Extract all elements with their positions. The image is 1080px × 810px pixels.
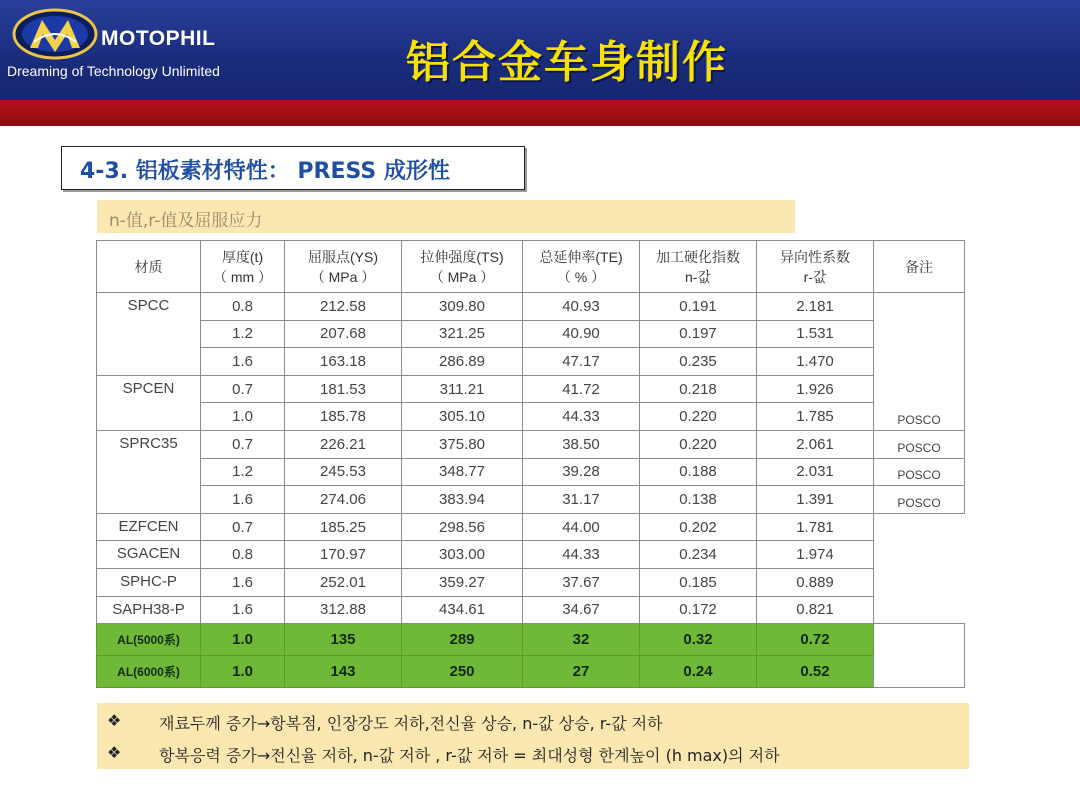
value-cell: 2.031 (757, 458, 874, 486)
material-cell: SAPH38-P (97, 596, 201, 624)
remark-cell: POSCO (874, 486, 965, 514)
value-cell: 1.781 (757, 513, 874, 541)
column-header-line: r-값 (803, 268, 827, 285)
value-cell: 286.89 (402, 348, 523, 376)
column-header-line: 厚度(t) (221, 248, 264, 265)
table-row (97, 486, 965, 514)
value-cell: 0.191 (640, 293, 757, 321)
brand-name: MOTOPHIL (101, 27, 216, 50)
column-header-line: n-값 (685, 268, 711, 285)
table-row (97, 348, 965, 376)
table-row (97, 293, 965, 321)
value-cell: 44.00 (523, 513, 640, 541)
value-cell: 245.53 (285, 458, 402, 486)
table-row (97, 375, 965, 403)
aluminum-row (97, 624, 965, 656)
value-cell: 185.25 (285, 513, 402, 541)
value-cell: 0.8 (201, 541, 285, 569)
value-cell: 0.188 (640, 458, 757, 486)
value-cell: 0.8 (201, 293, 285, 321)
value-cell: 0.234 (640, 541, 757, 569)
value-cell: 2.181 (757, 293, 874, 321)
value-cell: 41.72 (523, 375, 640, 403)
section-title: 4-3. 铝板素材特性： PRESS 成形性 (80, 159, 450, 184)
material-cell: AL(5000系) (97, 624, 201, 656)
aluminum-row (97, 656, 965, 688)
value-cell: 303.00 (402, 541, 523, 569)
value-cell: 1.391 (757, 486, 874, 514)
value-cell: 0.218 (640, 375, 757, 403)
table-row (97, 458, 965, 486)
note-bullet: ❖ (107, 711, 122, 730)
value-cell: 0.7 (201, 513, 285, 541)
material-cell: SPHC-P (97, 568, 201, 596)
value-cell: 1.6 (201, 596, 285, 624)
table-row (97, 430, 965, 458)
column-header-line: （ MPa ） (310, 268, 376, 285)
value-cell: 38.50 (523, 430, 640, 458)
value-cell: 1.531 (757, 320, 874, 348)
value-cell: 37.67 (523, 568, 640, 596)
table-caption-bar (97, 200, 795, 233)
material-cell: SPRC35 (97, 430, 201, 513)
material-cell: EZFCEN (97, 513, 201, 541)
section-title-box (61, 146, 525, 190)
value-cell: 321.25 (402, 320, 523, 348)
value-cell: 0.7 (201, 375, 285, 403)
value-cell: 1.0 (201, 624, 285, 656)
value-cell: 434.61 (402, 596, 523, 624)
value-cell: 0.821 (757, 596, 874, 624)
column-header (523, 241, 640, 293)
value-cell: 44.33 (523, 403, 640, 431)
table-row (97, 596, 965, 624)
value-cell: 383.94 (402, 486, 523, 514)
column-header (97, 241, 201, 293)
value-cell: 0.138 (640, 486, 757, 514)
table-row (97, 320, 965, 348)
value-cell: 1.926 (757, 375, 874, 403)
note-text: 항복응력 증가→전신율 저하, n-값 저하 , r-값 저하 = 최대성형 한계높이 (h max)의 저하 (159, 746, 780, 765)
value-cell: 359.27 (402, 568, 523, 596)
value-cell: 170.97 (285, 541, 402, 569)
value-cell: 289 (402, 624, 523, 656)
value-cell: 181.53 (285, 375, 402, 403)
value-cell: 212.58 (285, 293, 402, 321)
column-header (757, 241, 874, 293)
remark-cell: POSCO (874, 458, 965, 486)
brand-slogan: Dreaming of Technology Unlimited (7, 63, 220, 79)
column-header-line: 总延伸率(TE) (539, 248, 623, 265)
value-cell: 274.06 (285, 486, 402, 514)
value-cell: 0.235 (640, 348, 757, 376)
value-cell: 0.172 (640, 596, 757, 624)
value-cell: 0.202 (640, 513, 757, 541)
value-cell: 2.061 (757, 430, 874, 458)
value-cell: 0.185 (640, 568, 757, 596)
table-row (97, 541, 965, 569)
table-row (97, 513, 965, 541)
column-header-line: （ % ） (556, 268, 606, 285)
value-cell: 40.93 (523, 293, 640, 321)
material-cell: SPCEN (97, 375, 201, 430)
column-header (402, 241, 523, 293)
header-stripe (0, 100, 1080, 126)
column-header (201, 241, 285, 293)
column-header-line: 备注 (905, 258, 933, 275)
note-text: 재료두께 증가→항복점, 인장강도 저하,전신율 상승, n-값 상승, r-값 저하 (159, 714, 663, 733)
table-header-row (97, 241, 965, 293)
material-cell: SPCC (97, 293, 201, 376)
value-cell: 0.220 (640, 403, 757, 431)
value-cell: 1.470 (757, 348, 874, 376)
table-row (97, 568, 965, 596)
value-cell: 309.80 (402, 293, 523, 321)
motophil-logo (12, 8, 98, 60)
material-cell: SGACEN (97, 541, 201, 569)
value-cell: 1.6 (201, 568, 285, 596)
value-cell: 163.18 (285, 348, 402, 376)
value-cell: 31.17 (523, 486, 640, 514)
remark-cell-empty (874, 624, 965, 688)
column-header-line: 材质 (134, 258, 163, 275)
column-header-line: 拉伸强度(TS) (420, 248, 504, 265)
notes-box (97, 703, 969, 769)
value-cell: 39.28 (523, 458, 640, 486)
value-cell: 0.7 (201, 430, 285, 458)
column-header-line: （ MPa ） (429, 268, 495, 285)
value-cell: 0.889 (757, 568, 874, 596)
column-header-line: （ mm ） (212, 268, 273, 285)
table-caption: n-值,r-值及屈服应力 (109, 211, 263, 231)
note-bullet: ❖ (107, 743, 122, 762)
value-cell: 0.220 (640, 430, 757, 458)
value-cell: 27 (523, 656, 640, 688)
properties-table (96, 240, 965, 688)
value-cell: 348.77 (402, 458, 523, 486)
value-cell: 1.2 (201, 320, 285, 348)
value-cell: 34.67 (523, 596, 640, 624)
value-cell: 311.21 (402, 375, 523, 403)
table-header (97, 241, 965, 293)
value-cell: 250 (402, 656, 523, 688)
value-cell: 375.80 (402, 430, 523, 458)
value-cell: 0.197 (640, 320, 757, 348)
value-cell: 1.6 (201, 486, 285, 514)
value-cell: 185.78 (285, 403, 402, 431)
table-row (97, 403, 965, 431)
value-cell: 32 (523, 624, 640, 656)
column-header (640, 241, 757, 293)
value-cell: 1.6 (201, 348, 285, 376)
value-cell: 143 (285, 656, 402, 688)
remark-cell: POSCO (874, 430, 965, 458)
page-title: 铝合金车身制作 (406, 37, 728, 88)
value-cell: 207.68 (285, 320, 402, 348)
value-cell: 44.33 (523, 541, 640, 569)
column-header-line: 屈服点(YS) (308, 248, 378, 265)
value-cell: 305.10 (402, 403, 523, 431)
value-cell: 0.52 (757, 656, 874, 688)
value-cell: 47.17 (523, 348, 640, 376)
table-body (97, 293, 965, 688)
value-cell: 252.01 (285, 568, 402, 596)
value-cell: 226.21 (285, 430, 402, 458)
value-cell: 312.88 (285, 596, 402, 624)
value-cell: 0.32 (640, 624, 757, 656)
column-header (285, 241, 402, 293)
value-cell: 1.0 (201, 403, 285, 431)
column-header (874, 241, 965, 293)
value-cell: 1.785 (757, 403, 874, 431)
value-cell: 1.2 (201, 458, 285, 486)
value-cell: 0.24 (640, 656, 757, 688)
remark-cell: POSCO (874, 293, 965, 431)
column-header-line: 加工硬化指数 (656, 248, 740, 265)
value-cell: 1.0 (201, 656, 285, 688)
value-cell: 1.974 (757, 541, 874, 569)
column-header-line: 异向性系数 (780, 248, 850, 265)
value-cell: 40.90 (523, 320, 640, 348)
value-cell: 0.72 (757, 624, 874, 656)
material-cell: AL(6000系) (97, 656, 201, 688)
value-cell: 298.56 (402, 513, 523, 541)
value-cell: 135 (285, 624, 402, 656)
